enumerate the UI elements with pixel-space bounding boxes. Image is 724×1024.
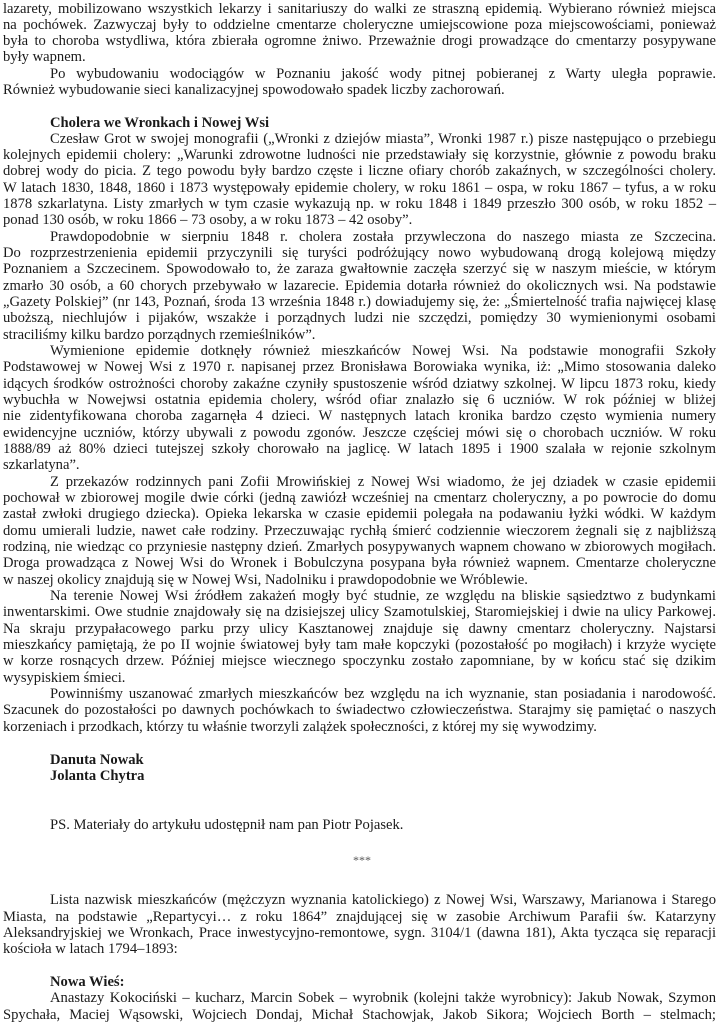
text-line: Prawdopodobnie w sierpniu 1848 r. cholera została przywleczona do naszego miasta ze Szczecina. [50, 229, 716, 245]
text-line: Czesław Grot w swojej monografii („Wronki z dziejów miasta”, Wronki 1987 r.) pisze następująco o przebiegu [50, 131, 716, 147]
text-line: uboższą, niechlujów i pijaków, wszakże i porządnych ludzi nie szczędzi, pomiędzy 30 wymienionymi osobami [3, 310, 716, 326]
section-heading: Cholera we Wronkach i Nowej Wsi [50, 115, 270, 131]
text-line: zmarło 30 osób, a 60 chorych przebywało w lazarecie. Epidemia dotarła również do okolicznych wsi. Na podstawie [3, 278, 716, 294]
text-line: rodziną, nie wiedząc co przyniesie następny dzień. Zmarłych posypywanych wapnem chowano w zbiorowych mogiłach. [3, 539, 716, 555]
text-line: 1878 szkarlatyna. Listy zmarłych w tym czasie wykazują np. w roku 1848 i 1849 przeszło 300 osób, w roku 1852 – [3, 196, 716, 212]
text-line: inwentarskimi. Owe studnie znajdowały się na dzisiejszej ulicy Szamotulskiej, Staromiejskiej i dwie na ulicy Parkowej. [3, 604, 716, 620]
text-line: straciliśmy kilku bardzo porządnych rzemieślników”. [3, 327, 316, 343]
text-line: Lista nazwisk mieszkańców (mężczyzn wyznania katolickiego) z Nowej Wsi, Warszawy, Marianowa i Starego [50, 892, 716, 908]
text-line: były wapnem. [3, 49, 86, 65]
text-line: dobrej wody do picia. Z tego powodu były bardzo częste i liczne ofiary chorób zakaźnych, w szczególności cholery. [3, 163, 716, 179]
text-line: Do rozprzestrzenienia epidemii przyczynili się turyści podróżujący nowo wybudowaną drogą kolejową między [3, 245, 716, 261]
text-line: Poznaniem a Szczecinem. Spowodowało to, że zaraza gwałtownie zaczęła szerzyć się w naszym mieście, w którym [3, 261, 716, 277]
text-line: mieszkańcy pamiętają, że po II wojnie światowej były tam małe kopczyki (pozostałość po mogiłach) i krzyże wycięte [3, 637, 716, 653]
text-line: w korze rosnących drzew. Później miejsce wiecznego spoczynku zostało zapomniane, by w końcu stać się dzikim [3, 653, 716, 669]
text-line: zastał zwłoki drugiego dziecka). Opieka lekarska w czasie epidemii polegała na podawaniu łyżki wódki. W każdym [3, 506, 716, 522]
text-line: Aleksandryjskiej we Wronkach, Prace inwestycyjno-remontowe, sygn. 3104/1 (dawna 181), Akta tycząca się reparacji [3, 925, 716, 941]
text-line: Droga prowadząca z Nowej Wsi do Wronek i Bobulczyna posypana była również wapnem. Cmentarze choleryczne [3, 555, 716, 571]
text-line: wybuchła w Nowejwsi ostatnia epidemia cholery, wśród ofiar znalazło się 6 uczniów. W rok później w bliżej [3, 392, 716, 408]
section-heading: Nowa Wieś: [50, 974, 125, 990]
text-line: szkarlatyna”. [3, 457, 80, 473]
text-line: Po wybudowaniu wodociągów w Poznaniu jakość wody pitnej pobieranej z Warty uległa poprawie. [50, 66, 716, 82]
postscript: PS. Materiały do artykułu udostępnił nam pan Piotr Pojasek. [50, 817, 404, 833]
section-separator: *** [353, 853, 371, 867]
text-line: pochował w zbiorowej mogile dwie córki (jedną zawiózł wcześniej na cmentarz choleryczny, a po powrocie do domu [3, 490, 716, 506]
text-line: Miasta, na podstawie „Repartycyi… z roku 1864” znajdującej się w zasobie Archiwum Parafii św. Katarzyny [3, 909, 716, 925]
text-line: idących środków ostrożności choroby zakaźne czyniły spustoszenie wśród dziatwy szkolnej. W lipcu 1873 roku, kiedy [3, 376, 716, 392]
text-line: była to choroba wstydliwa, która zbierała ogromne żniwo. Przeważnie drogi prowadzące do cmentarzy posypywane [3, 33, 716, 49]
text-line: korzeniach i przodkach, którzy tu właśnie tworzyli zalążek społeczności, z której my się wywodzimy. [3, 719, 597, 735]
text-line: kościoła w latach 1794–1893: [3, 941, 178, 957]
text-line: Szacunek do pozostałości po dawnych pochówkach to świadectwo człowieczeństwa. Starajmy się pamiętać o naszych [3, 702, 716, 718]
text-line: kolejnych epidemii cholery: „Warunki zdrowotne ludności nie przedstawiały się korzystnie, głównie z powodu braku [3, 147, 716, 163]
text-line: domu umierali ludzie, nawet całe rodziny. Przeczuwając rychłą śmierć codziennie wieczorem żegnali się z najbliższą [3, 523, 716, 539]
text-line: ponad 130 osób, w roku 1866 – 73 osoby, a w roku 1873 – 42 osoby”. [3, 212, 413, 228]
text-line: Z przekazów rodzinnych pani Zofii Mrowińskiej z Nowej Wsi wiadomo, że jej dziadek w czasie epidemii [50, 474, 716, 490]
text-line: Również wybudowanie sieci kanalizacyjnej spowodowało spadek liczby zachorowań. [3, 82, 505, 98]
text-line: Spychała, Maciej Wąsowski, Wojciech Dondaj, Michał Stachowjak, Jakob Sikora; Wojciech Borth – stelmach; [3, 1007, 716, 1023]
text-line: lazarety, mobilizowano wszystkich lekarzy i sanitariuszy do walki ze straszną epidemią. Wybierano również miejsca [3, 1, 716, 17]
text-line: W latach 1830, 1848, 1860 i 1873 występowały epidemie cholery, w roku 1861 – ospa, w roku 1867 – tyfus, a w roku [3, 180, 716, 196]
text-line: na pochówek. Zazwyczaj były to oddzielne cmentarze choleryczne umiejscowione poza miejscowościami, ponieważ [3, 17, 716, 33]
text-line: Wymienione epidemie dotknęły również mieszkańców Nowej Wsi. Na podstawie monografii Szkoły [50, 343, 716, 359]
text-line: Podstawowej w Nowej Wsi z 1970 r. napisanej przez Bronisława Borowiaka wynika, iż: „Mimo stosowania daleko [3, 359, 716, 375]
text-line: Anastazy Kokociński – kucharz, Marcin Sobek – wyrobnik (kolejni także wyrobnicy): Jakub Nowak, Szymon [50, 990, 716, 1006]
text-line: Powinniśmy uszanować zmarłych mieszkańców bez względu na ich wyznanie, stan posiadania i narodowość. [50, 686, 716, 702]
text-line: Na terenie Nowej Wsi źródłem zakażeń mogły być studnie, ze względu na bliskie sąsiedztwo z budynkami [50, 588, 716, 604]
text-line: 1888/89 aż 80% dzieci tutejszej szkoły chorowało na jaglicę. W latach 1895 i 1900 szalała w rejonie szkolnym [3, 441, 716, 457]
text-line: ewidencyjne uczniów, którzy ubywali z powodu zgonów. Jeszcze częściej mówi się o chorobach uczniów. W roku [3, 425, 716, 441]
text-line: w naszej okolicy znajdują się w Nowej Wsi, Nadolniku i prawdopodobnie we Wróblewie. [3, 572, 528, 588]
author-name: Jolanta Chytra [50, 768, 145, 784]
text-line: nie zidentyfikowana choroba zagarnęła 4 dzieci. W następnych latach kronika bardzo często wymienia numery [3, 408, 716, 424]
text-line: „Gazety Polskiej” (nr 143, Poznań, środa 13 września 1848 r.) dowiadujemy się, że: „Śmiertelność trafia najwięcej klasę [3, 294, 716, 310]
author-name: Danuta Nowak [50, 752, 144, 768]
text-line: wysypiskiem śmieci. [3, 670, 126, 686]
text-line: Na skraju przypałacowego parku przy ulicy Kasztanowej znajduje się dawny cmentarz choleryczny. Najstarsi [3, 621, 716, 637]
